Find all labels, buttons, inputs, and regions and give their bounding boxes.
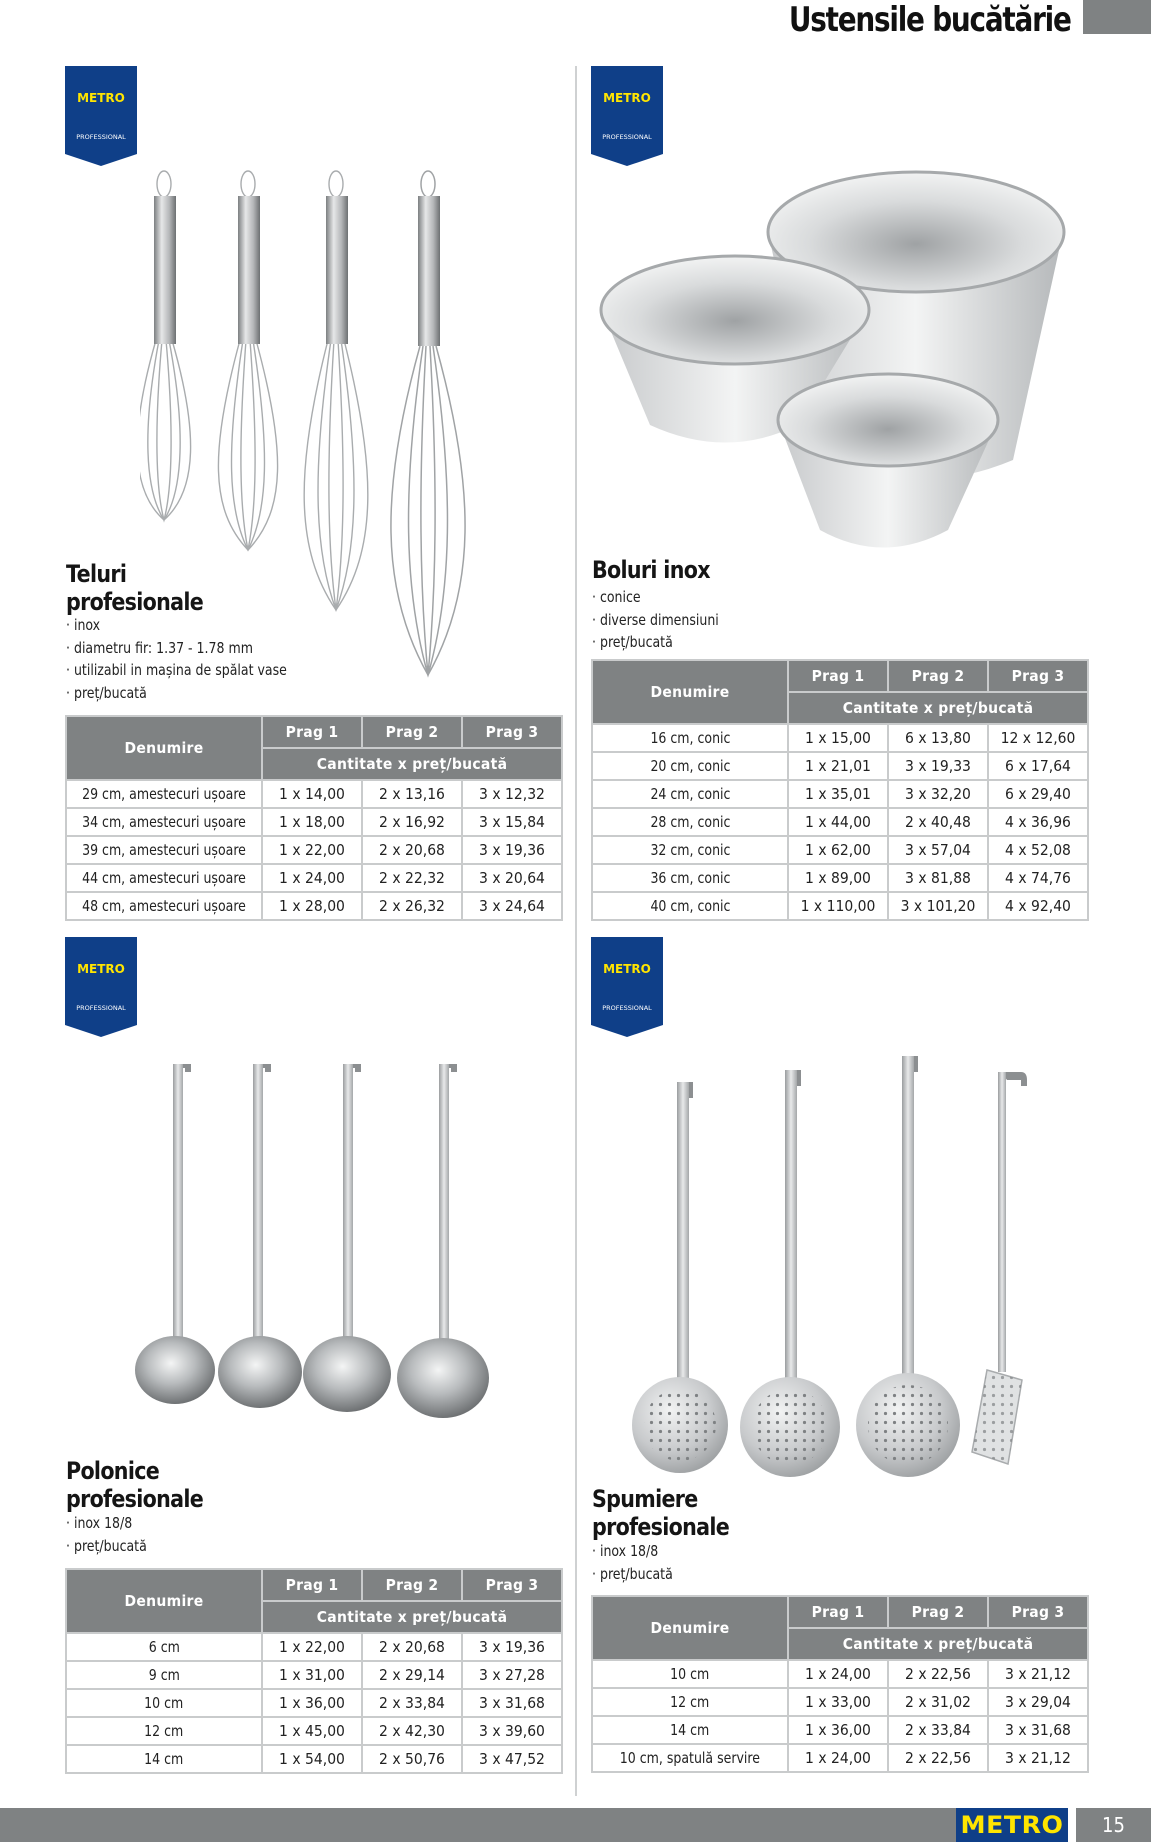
svg-text:METRO: METRO — [603, 962, 651, 976]
header-name: Denumire — [66, 716, 262, 780]
header-tier: Prag 3 — [462, 1569, 562, 1601]
price-table-whisks — [65, 715, 563, 921]
table-row: 9 cm 1 x 31,00 2 x 29,14 3 x 27,28 — [66, 1661, 562, 1689]
feature-item: · diametru fir: 1.37 - 1.78 mm — [66, 637, 287, 660]
table-row: 29 cm, amestecuri ușoare 1 x 14,00 2 x 13,16 3 x 12,32 — [66, 780, 562, 808]
svg-text:METRO: METRO — [77, 962, 125, 976]
metro-logo — [956, 1808, 1068, 1842]
header-tier: Prag 1 — [262, 1569, 362, 1601]
product-features — [592, 1540, 673, 1585]
table-row: 6 cm 1 x 22,00 2 x 20,68 3 x 19,36 — [66, 1633, 562, 1661]
header-tier: Prag 2 — [888, 1596, 988, 1628]
price-table-bowls — [591, 659, 1089, 921]
table-row: 14 cm 1 x 36,00 2 x 33,84 3 x 31,68 — [592, 1716, 1088, 1744]
header-name: Denumire — [592, 1596, 788, 1660]
product-features — [66, 614, 287, 704]
product-title: Teluri profesionale — [66, 560, 204, 616]
price-table-skimmers — [591, 1595, 1089, 1773]
header-quantity-price: Cantitate x preț/bucată — [262, 1601, 562, 1633]
metro-professional-badge — [65, 66, 137, 166]
product-features — [66, 1512, 147, 1557]
header-quantity-price: Cantitate x preț/bucată — [788, 1628, 1088, 1660]
table-row: 10 cm 1 x 24,00 2 x 22,56 3 x 21,12 — [592, 1660, 1088, 1688]
svg-text:PROFESSIONAL: PROFESSIONAL — [602, 133, 652, 141]
svg-text:METRO: METRO — [603, 91, 651, 105]
price-table-ladles — [65, 1568, 563, 1774]
table-row: 40 cm, conic 1 x 110,00 3 x 101,20 4 x 92,40 — [592, 892, 1088, 920]
header-name: Denumire — [66, 1569, 262, 1633]
header-quantity-price: Cantitate x preț/bucată — [262, 748, 562, 780]
table-row: 14 cm 1 x 54,00 2 x 50,76 3 x 47,52 — [66, 1745, 562, 1773]
feature-item: · preț/bucată — [66, 1535, 147, 1558]
table-row: 28 cm, conic 1 x 44,00 2 x 40,48 4 x 36,96 — [592, 808, 1088, 836]
header-tier: Prag 3 — [988, 1596, 1088, 1628]
product-title: Spumiere profesionale — [592, 1485, 730, 1541]
table-row: 44 cm, amestecuri ușoare 1 x 24,00 2 x 22,32 3 x 20,64 — [66, 864, 562, 892]
feature-item: · inox 18/8 — [66, 1512, 147, 1535]
metro-professional-badge — [65, 937, 137, 1037]
badge-icon — [591, 66, 663, 166]
feature-item: · preț/bucată — [592, 631, 719, 654]
feature-item: · inox — [66, 614, 287, 637]
badge-icon — [65, 937, 137, 1037]
header-accent-block — [1083, 0, 1151, 34]
feature-item: · utilizabil in mașina de spălat vase — [66, 659, 287, 682]
svg-text:PROFESSIONAL: PROFESSIONAL — [602, 1004, 652, 1012]
product-features — [592, 586, 719, 654]
metro-logo-text: METRO — [960, 1811, 1064, 1839]
feature-item: · conice — [592, 586, 719, 609]
header-tier: Prag 1 — [788, 1596, 888, 1628]
bowls-image — [598, 170, 1068, 574]
header-quantity-price: Cantitate x preț/bucată — [788, 692, 1088, 724]
skimmers-image — [620, 1040, 1030, 1484]
table-row: 39 cm, amestecuri ușoare 1 x 22,00 2 x 20,68 3 x 19,36 — [66, 836, 562, 864]
table-row: 20 cm, conic 1 x 21,01 3 x 19,33 6 x 17,64 — [592, 752, 1088, 780]
table-row: 16 cm, conic 1 x 15,00 6 x 13,80 12 x 12,60 — [592, 724, 1088, 752]
header-name: Denumire — [592, 660, 788, 724]
badge-icon — [65, 66, 137, 166]
header-tier: Prag 2 — [362, 716, 462, 748]
svg-text:PROFESSIONAL: PROFESSIONAL — [76, 133, 126, 141]
table-row: 48 cm, amestecuri ușoare 1 x 28,00 2 x 26,32 3 x 24,64 — [66, 892, 562, 920]
column-divider — [575, 66, 577, 1796]
header-tier: Prag 1 — [788, 660, 888, 692]
header-tier: Prag 2 — [888, 660, 988, 692]
product-title: Polonice profesionale — [66, 1457, 204, 1513]
page-number: 15 — [1076, 1808, 1151, 1842]
table-row: 12 cm 1 x 33,00 2 x 31,02 3 x 29,04 — [592, 1688, 1088, 1716]
header-tier: Prag 1 — [262, 716, 362, 748]
feature-item: · inox 18/8 — [592, 1540, 673, 1563]
table-row: 36 cm, conic 1 x 89,00 3 x 81,88 4 x 74,76 — [592, 864, 1088, 892]
table-row: 34 cm, amestecuri ușoare 1 x 18,00 2 x 16,92 3 x 15,84 — [66, 808, 562, 836]
page-title: Ustensile bucătărie — [789, 0, 1071, 40]
ladles-image — [135, 1052, 535, 1436]
header-tier: Prag 2 — [362, 1569, 462, 1601]
product-title: Boluri inox — [592, 556, 710, 584]
svg-text:PROFESSIONAL: PROFESSIONAL — [76, 1004, 126, 1012]
metro-professional-badge — [591, 937, 663, 1037]
table-row: 10 cm 1 x 36,00 2 x 33,84 3 x 31,68 — [66, 1689, 562, 1717]
footer-separator — [1068, 1808, 1076, 1842]
feature-item: · preț/bucată — [66, 682, 287, 705]
table-row: 32 cm, conic 1 x 62,00 3 x 57,04 4 x 52,08 — [592, 836, 1088, 864]
badge-icon — [591, 937, 663, 1037]
table-row: 12 cm 1 x 45,00 2 x 42,30 3 x 39,60 — [66, 1717, 562, 1745]
metro-professional-badge — [591, 66, 663, 166]
feature-item: · preț/bucată — [592, 1563, 673, 1586]
table-row: 10 cm, spatulă servire 1 x 24,00 2 x 22,56 3 x 21,12 — [592, 1744, 1088, 1772]
header-tier: Prag 3 — [462, 716, 562, 748]
header-tier: Prag 3 — [988, 660, 1088, 692]
svg-text:METRO: METRO — [77, 91, 125, 105]
feature-item: · diverse dimensiuni — [592, 609, 719, 632]
table-row: 24 cm, conic 1 x 35,01 3 x 32,20 6 x 29,40 — [592, 780, 1088, 808]
